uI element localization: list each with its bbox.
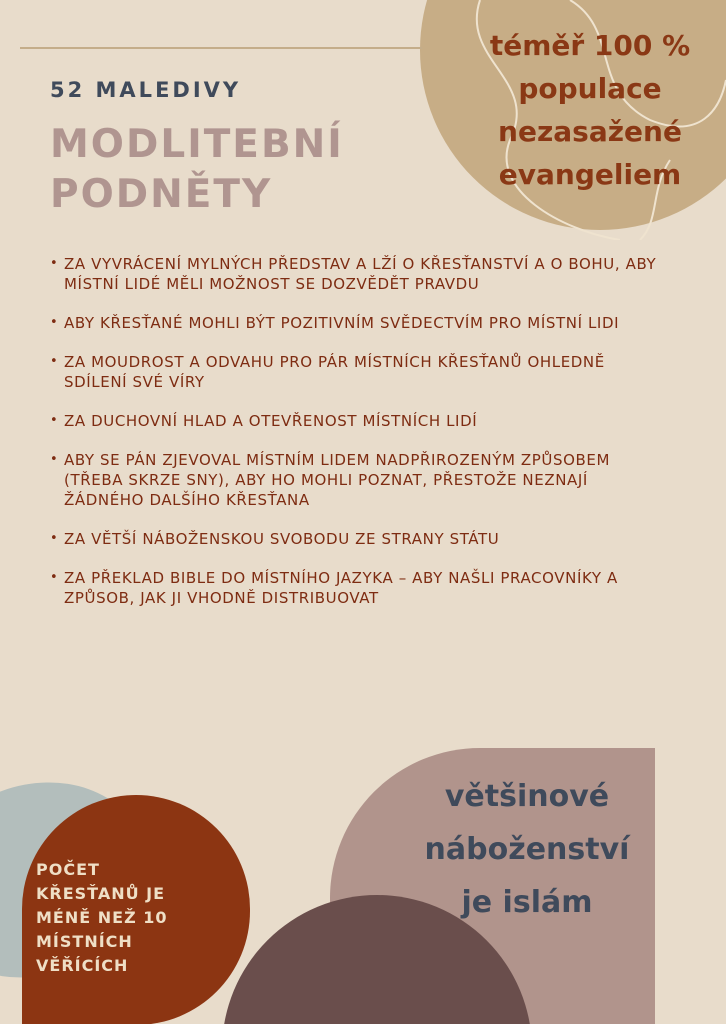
header-divider: [20, 47, 422, 49]
unreached-stat: [470, 24, 710, 196]
christians-line: MÍSTNÍCH: [36, 932, 133, 951]
christians-line: KŘESŤANŮ JE: [36, 884, 166, 903]
christians-line: MÉNĚ NEŽ 10: [36, 908, 168, 927]
christians-line: POČET: [36, 860, 100, 879]
christians-count-stat: [36, 858, 236, 978]
prayer-item: • ABY SE PÁN ZJEVOVAL MÍSTNÍM LIDEM NADPŘIROZENÝM ZPŮSOBEM (TŘEBA SKRZE SNY), ABY HO MOHLI POZNAT, PŘESTOŽE NEZNAJÍ ŽÁDNÉHO DALŠÍHO KŘESŤANA: [50, 450, 660, 510]
prayer-list: [50, 254, 660, 627]
religion-line: většinové: [444, 779, 610, 814]
prayer-item: • ZA MOUDROST A ODVAHU PRO PÁR MÍSTNÍCH KŘESŤANŮ OHLEDNĚ SDÍLENÍ SVÉ VÍRY: [50, 352, 660, 392]
religion-line: je islám: [461, 885, 593, 920]
title-line: MODLITEBNÍ: [50, 122, 344, 167]
page-title: [50, 120, 344, 220]
prayer-item: • ZA PŘEKLAD BIBLE DO MÍSTNÍHO JAZYKA – ABY NAŠLI PRACOVNÍKY A ZPŮSOB, JAK JI VHODNĚ DISTRIBUOVAT: [50, 568, 660, 608]
prayer-item: • ZA VYVRÁCENÍ MYLNÝCH PŘEDSTAV A LŽÍ O KŘESŤANSTVÍ A O BOHU, ABY MÍSTNÍ LIDÉ MĚLI MOŽNOST SE DOZVĚDĚT PRAVDU: [50, 254, 660, 294]
stat-line: téměř 100 %: [489, 29, 691, 62]
prayer-item: • ZA VĚTŠÍ NÁBOŽENSKOU SVOBODU ZE STRANY STÁTU: [50, 529, 660, 549]
title-line: PODNĚTY: [50, 172, 273, 217]
stat-line: evangeliem: [498, 158, 682, 191]
prayer-item: • ZA DUCHOVNÍ HLAD A OTEVŘENOST MÍSTNÍCH LIDÍ: [50, 411, 660, 431]
stat-line: nezasažené: [498, 115, 682, 148]
prayer-item: • ABY KŘESŤANÉ MOHLI BÝT POZITIVNÍM SVĚDECTVÍM PRO MÍSTNÍ LIDI: [50, 313, 660, 333]
country-label: 52 MALEDIVY: [50, 78, 242, 102]
stat-line: populace: [518, 72, 662, 105]
majority-religion-stat: [392, 770, 662, 929]
christians-line: VĚŘÍCÍCH: [36, 956, 129, 975]
religion-line: náboženství: [424, 832, 630, 867]
